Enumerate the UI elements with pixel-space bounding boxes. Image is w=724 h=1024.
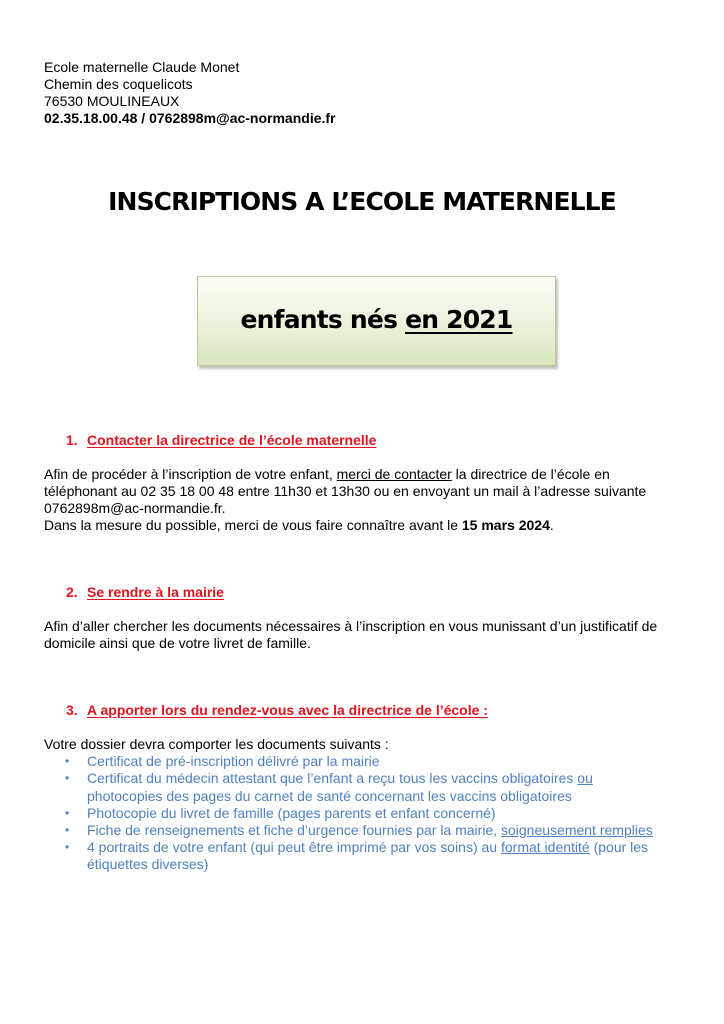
section-1-title: Contacter la directrice de l’école maternelle xyxy=(87,432,377,448)
list-item-text: Photocopie du livret de famille (pages parents et enfant concerné) xyxy=(87,804,496,821)
year-callout-text xyxy=(198,305,555,334)
section-1-paragraph xyxy=(44,466,694,534)
section-3-title: A apporter lors du rendez-vous avec la directrice de l’école : xyxy=(87,702,488,718)
section-2-line-1: Afin d’aller chercher les documents nécessaires à l’inscription en vous munissant d’un justificatif de xyxy=(44,618,658,634)
section-2-paragraph xyxy=(44,618,694,652)
underlined-text: merci de contacter xyxy=(336,466,452,482)
section-2-heading xyxy=(66,584,224,600)
list-item-text xyxy=(87,822,694,839)
underlined-text: format identité xyxy=(500,839,590,856)
list-item-text: Certificat de pré-inscription délivré par la mairie xyxy=(87,753,380,770)
text-run: Certificat du médecin attestant que l’enfant a reçu tous les vaccins obligatoires xyxy=(87,770,578,787)
year-callout-prefix: enfants nés xyxy=(240,305,406,334)
year-callout-box xyxy=(197,276,556,366)
year-callout-year: en 2021 xyxy=(405,305,513,334)
bullet-icon: • xyxy=(65,840,70,855)
bullet-icon: • xyxy=(65,823,70,838)
list-item xyxy=(44,822,694,839)
documents-list xyxy=(44,753,694,873)
list-item xyxy=(44,839,694,873)
text-run: Dans la mesure du possible, merci de vous faire connaître avant le xyxy=(44,517,462,533)
list-item xyxy=(44,805,694,822)
list-item-text-continued: étiquettes diverses) xyxy=(87,856,209,873)
list-item-text xyxy=(87,770,694,787)
text-run: (pour les xyxy=(589,839,649,856)
deadline-date: 15 mars 2024 xyxy=(461,517,550,533)
text-run: 4 portraits de votre enfant (qui peut être imprimé par vos soins) au xyxy=(87,839,501,856)
section-2-line-2: domicile ainsi que de votre livret de famille. xyxy=(44,635,311,651)
bullet-icon: • xyxy=(65,805,70,820)
section-3-heading xyxy=(66,702,488,718)
text-run: Fiche de renseignements et fiche d’urgence fournies par la mairie, xyxy=(87,822,501,839)
text-run: . xyxy=(549,517,554,533)
list-item-text xyxy=(87,839,694,856)
section-1-line-3: 0762898m@ac-normandie.fr. xyxy=(44,500,226,516)
section-1-number: 1. xyxy=(66,432,78,448)
text-run: Afin de procéder à l’inscription de votre enfant, xyxy=(44,466,337,482)
page-title: INSCRIPTIONS A L’ECOLE MATERNELLE xyxy=(108,187,616,216)
section-1-line-4 xyxy=(44,517,694,534)
list-item xyxy=(44,753,694,770)
school-name: Ecole maternelle Claude Monet xyxy=(44,59,240,75)
bullet-icon: • xyxy=(65,771,70,786)
section-2-title: Se rendre à la mairie xyxy=(87,584,224,600)
bullet-icon: • xyxy=(65,754,70,769)
documents-intro: Votre dossier devra comporter les documents suivants : xyxy=(44,736,389,752)
required-documents xyxy=(44,736,694,874)
list-item-text-continued: photocopies des pages du carnet de santé concernant les vaccins obligatoires xyxy=(87,787,572,804)
school-contact: 02.35.18.00.48 / 0762898m@ac-normandie.fr xyxy=(44,110,336,126)
text-run: la directrice de l’école en xyxy=(451,466,610,482)
school-address-block xyxy=(44,59,336,127)
underlined-text: ou xyxy=(577,770,593,787)
section-2-number: 2. xyxy=(66,584,78,600)
list-item xyxy=(44,770,694,804)
underlined-text: soigneusement remplies xyxy=(501,822,653,839)
section-1-line-2: téléphonant au 02 35 18 00 48 entre 11h30 et 13h30 ou en envoyant un mail à l’adresse suivante xyxy=(44,483,647,499)
school-street: Chemin des coquelicots xyxy=(44,76,193,92)
section-1-heading xyxy=(66,432,376,448)
section-3-number: 3. xyxy=(66,702,78,718)
school-city: 76530 MOULINEAUX xyxy=(44,93,180,109)
section-1-line-1 xyxy=(44,466,694,483)
